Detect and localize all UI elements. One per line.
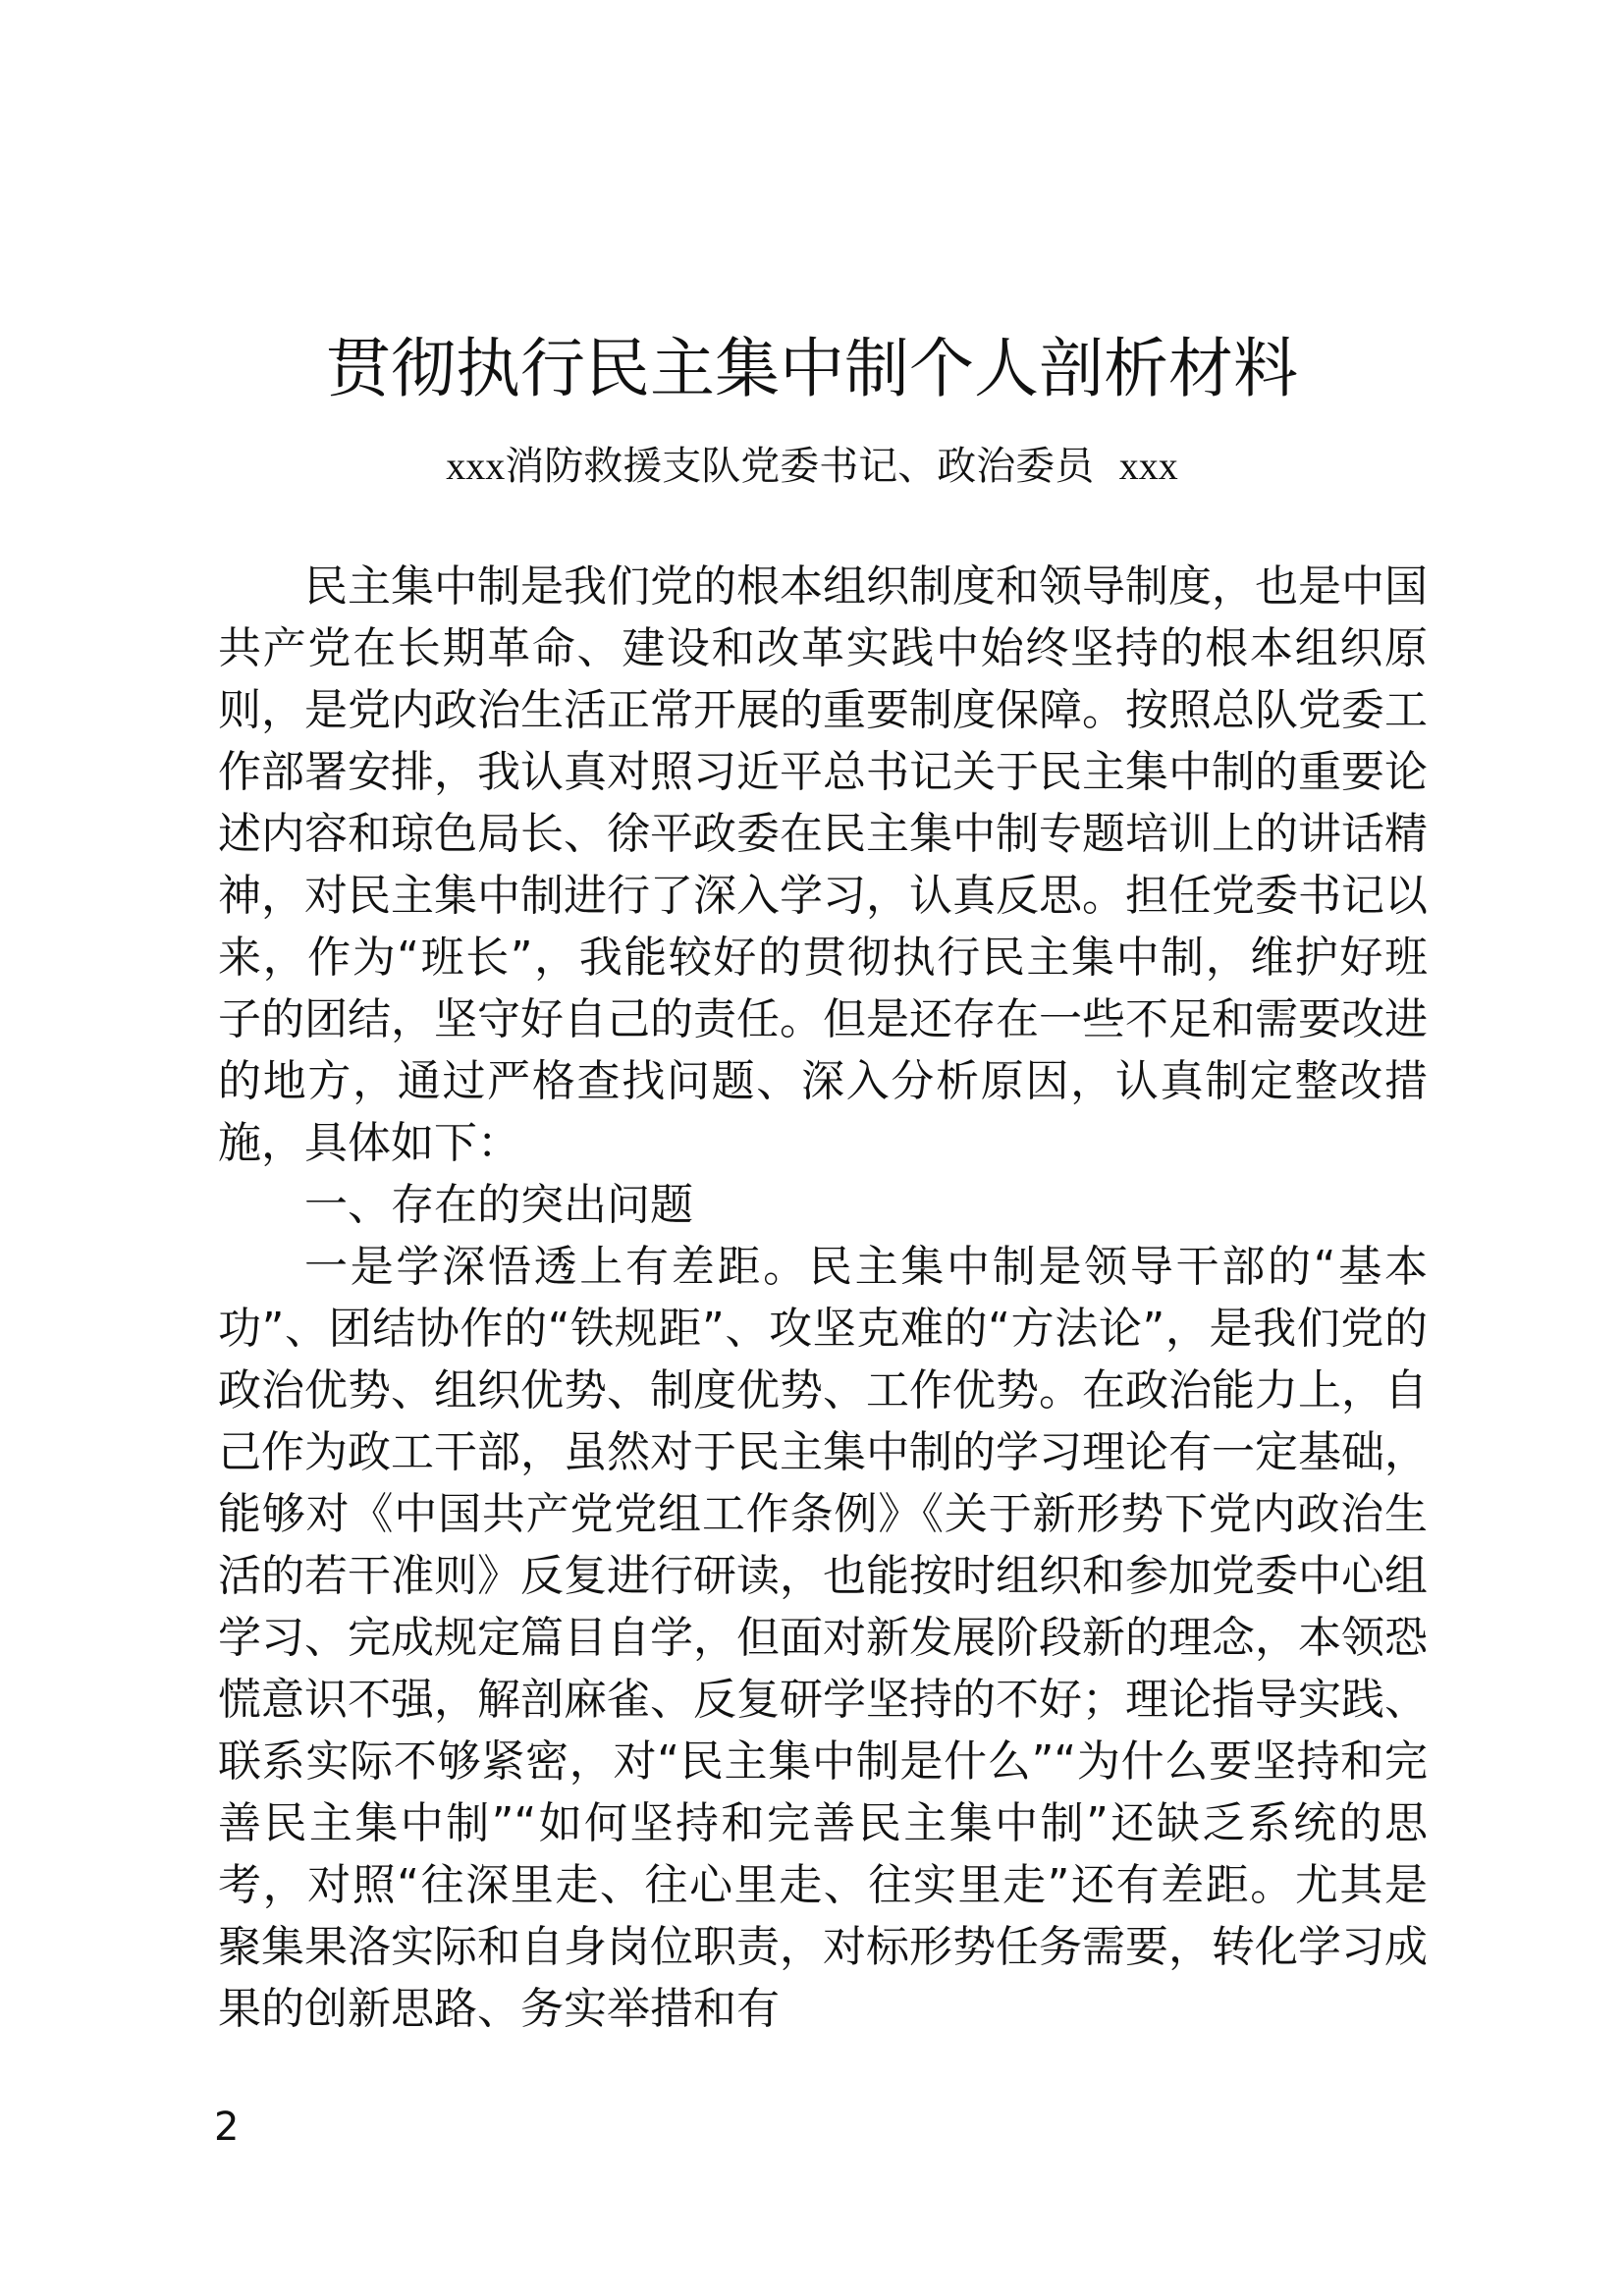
page-number: 2 [214, 2105, 240, 2150]
document-title: 贯彻执行民主集中制个人剖析材料 [326, 331, 1298, 406]
section-heading-problems: 一、存在的突出问题 [304, 1180, 693, 1230]
author-name-suffix: xxx [1118, 444, 1178, 488]
paragraph-problem-one: 一是学深悟透上有差距。民主集中制是领导干部的“基本功”、团结协作的“铁规距”、攻坚克难的“方法论”，是我们党的政治优势、组织优势、制度优势、工作优势。在政治能力上，自己作为政工干部，虽然对于民主集中制的学习理论有一定基础，能够对《中国共产党党组工作条例》《关于新形势下党内政治生活的若干准则》反复进行研读，也能按时组织和参加党委中心组学习、完成规定篇目自学，但面对新发展阶段新的理念，本领恐慌意识不强，解剖麻雀、反复研学坚持的不好；理论指导实践、联系实际不够紧密，对“民主集中制是什么”“为什么要坚持和完善民主集中制”“如何坚持和完善民主集中制”还缺乏系统的思考，对照“往深里走、往心里走、往实里走”还有差距。尤其是聚集果洛实际和自身岗位职责，对标形势任务需要，转化学习成果的创新思路、务实举措和有 [218, 1242, 1428, 2034]
author-position: 消防救援支队党委书记、政治委员 [505, 444, 1095, 489]
document-author-line [0, 440, 1624, 493]
document-body [218, 556, 1428, 2040]
paragraph-intro: 民主集中制是我们党的根本组织制度和领导制度，也是中国共产党在长期革命、建设和改革实践中始终坚持的根本组织原则，是党内政治生活正常开展的重要制度保障。按照总队党委工作部署安排，我认真对照习近平总书记关于民主集中制的重要论述内容和琼色局长、徐平政委在民主集中制专题培训上的讲话精神，对民主集中制进行了深入学习，认真反思。担任党委书记以来，作为“班长”，我能较好的贯彻执行民主集中制，维护好班子的团结，坚守好自己的责任。但是还存在一些不足和需要改进的地方，通过严格查找问题、深入分析原因，认真制定整改措施，具体如下： [218, 561, 1428, 1168]
author-name-prefix: xxx [446, 444, 506, 488]
